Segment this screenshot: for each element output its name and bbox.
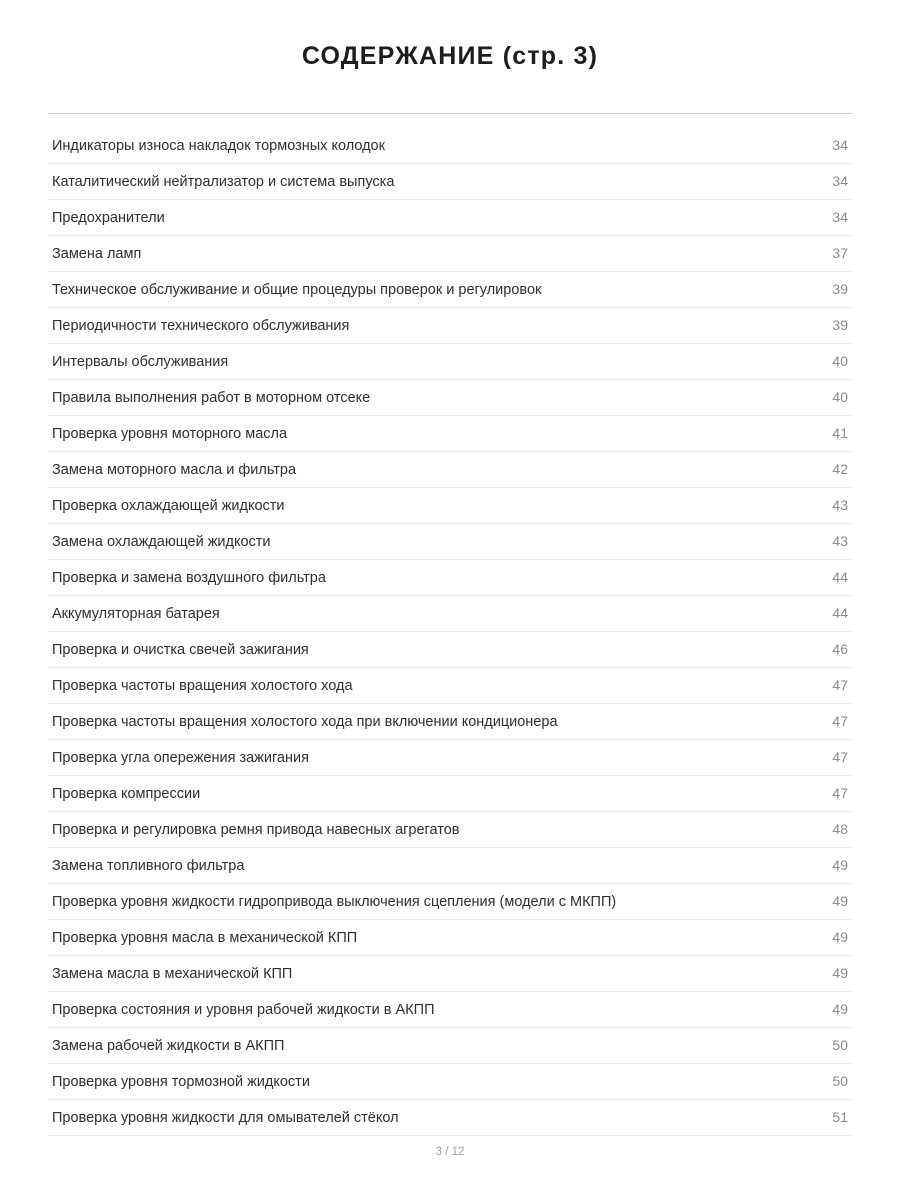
toc-entry-label: Правила выполнения работ в моторном отсеке	[52, 390, 371, 406]
toc-entry[interactable]	[48, 668, 852, 704]
toc-entry-page: 39	[832, 317, 848, 333]
toc-entry[interactable]	[48, 992, 852, 1028]
toc-entry-label: Проверка уровня жидкости гидропривода выключения сцепления (модели с МКПП)	[52, 894, 617, 910]
toc-entry[interactable]	[48, 1064, 852, 1100]
toc-entry-label: Замена охлаждающей жидкости	[52, 534, 271, 550]
toc-entry[interactable]	[48, 128, 852, 164]
toc-entry[interactable]	[48, 488, 852, 524]
toc-entry-page: 34	[832, 209, 848, 225]
toc-entry-label: Техническое обслуживание и общие процедуры проверок и регулировок	[52, 282, 542, 298]
toc-entry-label: Замена ламп	[52, 246, 142, 262]
toc-entry-label: Проверка и регулировка ремня привода навесных агрегатов	[52, 822, 460, 838]
toc-entry[interactable]	[48, 416, 852, 452]
toc-entry-label: Проверка компрессии	[52, 786, 201, 802]
toc-entry-label: Проверка охлаждающей жидкости	[52, 498, 285, 514]
toc-entry-page: 49	[832, 929, 848, 945]
page-title: СОДЕРЖАНИЕ (стр. 3)	[301, 42, 599, 70]
toc-entry[interactable]	[48, 740, 852, 776]
toc-entry[interactable]	[48, 164, 852, 200]
toc-entry[interactable]	[48, 452, 852, 488]
toc-entry-page: 47	[832, 749, 848, 765]
toc-entry-label: Замена топливного фильтра	[52, 858, 245, 874]
toc-entry[interactable]	[48, 272, 852, 308]
toc-entry[interactable]	[48, 632, 852, 668]
toc-entry[interactable]	[48, 200, 852, 236]
toc-entry[interactable]	[48, 956, 852, 992]
toc-entry-label: Проверка уровня жидкости для омывателей стёкол	[52, 1110, 399, 1126]
toc-entry-page: 44	[832, 605, 848, 621]
toc-entry-page: 34	[832, 137, 848, 153]
toc-entry-page: 50	[832, 1037, 848, 1053]
table-of-contents	[48, 114, 852, 1200]
toc-entry-label: Каталитический нейтрализатор и система выпуска	[52, 174, 395, 190]
toc-entry-page: 49	[832, 1001, 848, 1017]
toc-entry[interactable]	[48, 848, 852, 884]
toc-entry-page: 49	[832, 965, 848, 981]
toc-entry[interactable]	[48, 236, 852, 272]
toc-entry[interactable]	[48, 704, 852, 740]
toc-entry[interactable]	[48, 776, 852, 812]
toc-entry-label: Индикаторы износа накладок тормозных колодок	[52, 138, 385, 154]
page-footer: 3 / 12	[435, 1146, 465, 1158]
toc-entry-label: Аккумуляторная батарея	[52, 606, 220, 622]
toc-entry-label: Замена моторного масла и фильтра	[52, 462, 297, 478]
toc-entry-page: 37	[832, 245, 848, 261]
toc-entry-label: Проверка частоты вращения холостого хода	[52, 678, 353, 694]
toc-entry-label: Замена масла в механической КПП	[52, 966, 293, 982]
toc-entry-label: Проверка состояния и уровня рабочей жидкости в АКПП	[52, 1002, 435, 1018]
toc-entry-page: 48	[832, 821, 848, 837]
toc-entry[interactable]	[48, 1028, 852, 1064]
toc-entry-page: 47	[832, 785, 848, 801]
toc-entry-page: 44	[832, 569, 848, 585]
toc-entry-page: 50	[832, 1073, 848, 1089]
toc-entry[interactable]	[48, 920, 852, 956]
toc-entry[interactable]	[48, 884, 852, 920]
toc-entry-page: 47	[832, 713, 848, 729]
toc-entry[interactable]	[48, 812, 852, 848]
toc-entry-page: 47	[832, 677, 848, 693]
toc-entry[interactable]	[48, 308, 852, 344]
toc-entry[interactable]	[48, 524, 852, 560]
toc-entry[interactable]	[48, 560, 852, 596]
toc-entry-page: 51	[832, 1109, 848, 1125]
toc-entry-label: Проверка уровня тормозной жидкости	[52, 1074, 310, 1090]
toc-entry-label: Периодичности технического обслуживания	[52, 318, 350, 334]
toc-entry[interactable]	[48, 344, 852, 380]
toc-entry-label: Замена рабочей жидкости в АКПП	[52, 1038, 285, 1054]
toc-entry-page: 41	[832, 425, 848, 441]
toc-entry-label: Предохранители	[52, 210, 165, 226]
toc-entry-page: 43	[832, 533, 848, 549]
toc-entry-page: 34	[832, 173, 848, 189]
toc-entry[interactable]	[48, 380, 852, 416]
toc-entry[interactable]	[48, 1100, 852, 1136]
toc-entry-page: 42	[832, 461, 848, 477]
toc-entry-label: Проверка и очистка свечей зажигания	[52, 642, 309, 658]
toc-entry-page: 49	[832, 893, 848, 909]
toc-entry-label: Проверка и замена воздушного фильтра	[52, 570, 326, 586]
toc-entry-page: 39	[832, 281, 848, 297]
toc-entry-label: Проверка уровня масла в механической КПП	[52, 930, 358, 946]
toc-entry-label: Проверка уровня моторного масла	[52, 426, 288, 442]
toc-entry-page: 49	[832, 857, 848, 873]
toc-entry-page: 46	[832, 641, 848, 657]
toc-entry-label: Интервалы обслуживания	[52, 354, 229, 370]
toc-entry-page: 40	[832, 389, 848, 405]
toc-entry[interactable]	[48, 596, 852, 632]
toc-entry-page: 40	[832, 353, 848, 369]
toc-entry-label: Проверка угла опережения зажигания	[52, 750, 309, 766]
toc-entry-page: 43	[832, 497, 848, 513]
toc-entry-label: Проверка частоты вращения холостого хода при включении кондиционера	[52, 714, 558, 730]
